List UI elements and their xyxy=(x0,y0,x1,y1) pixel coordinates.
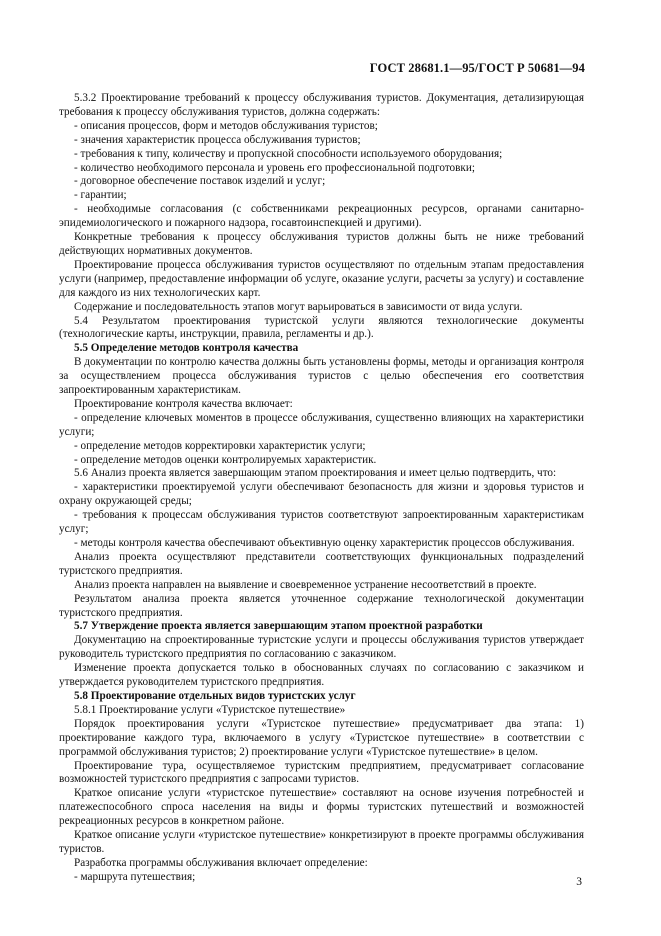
paragraph: Проектирование тура, осуществляемое туристским предприятием, предусматривает согласование возможностей туристского предприятия с запросами туристов. xyxy=(59,759,584,786)
list-item: - описания процессов, форм и методов обслуживания туристов; xyxy=(74,119,378,132)
section-heading: 5.8 Проектирование отдельных видов туристских услуг xyxy=(74,689,356,702)
paragraph: Порядок проектирования услуги «Туристское путешествие» предусматривает два этапа: 1) проектирование каждого тура, включаемого в услугу «Туристское путешествие» в соответствии с программой обслуживания туристов; 2) проектирование услуги «Туристское путешествие» в целом. xyxy=(59,717,584,758)
paragraph: 5.3.2 Проектирование требований к процессу обслуживания туристов. Документация, детализирующая требования к процессу обслуживания туристов, должна содержать: xyxy=(59,92,584,118)
paragraph: 5.4 Результатом проектирования туристской услуги являются технологические документы (технологические карты, инструкции, правила, регламенты и др.). xyxy=(59,314,584,341)
paragraph: Результатом анализа проекта является уточненное содержание технологической документации туристского предприятия. xyxy=(59,592,584,619)
paragraph: Анализ проекта направлен на выявление и своевременное устранение несоответствий в проекте. xyxy=(74,578,537,591)
paragraph: Разработка программы обслуживания включает определение: xyxy=(74,856,368,869)
standard-header: ГОСТ 28681.1—95/ГОСТ Р 50681—94 xyxy=(369,61,585,75)
list-item: - определение ключевых моментов в процессе обслуживания, существенно влияющих на характеристики услуги; xyxy=(59,411,584,438)
paragraph: Конкретные требования к процессу обслуживания туристов должны быть не ниже требований действующих нормативных документов. xyxy=(59,231,584,257)
list-item: - определение методов оценки контролируемых характеристик. xyxy=(74,453,377,466)
page-number: 3 xyxy=(576,876,582,888)
paragraph: 5.8.1 Проектирование услуги «Туристское путешествие» xyxy=(74,703,346,716)
paragraph: Содержание и последовательность этапов могут варьироваться в зависимости от вида услуги. xyxy=(74,300,523,313)
paragraph: Краткое описание услуги «туристское путешествие» составляют на основе изучения потребностей и платежеспособного спроса населения на виды и формы туристских путешествий и возможностей рекреационных ресурсов в конкретном районе. xyxy=(59,787,584,828)
paragraph: Изменение проекта допускается только в обоснованных случаях по согласованию с заказчиком и утверждается руководителем туристского предприятия. xyxy=(59,662,584,689)
list-item: - маршрута путешествия; xyxy=(74,870,196,883)
list-item: - требования к типу, количеству и пропускной способности используемого оборудования; xyxy=(74,147,503,160)
paragraph: Анализ проекта осуществляют представители соответствующих функциональных подразделений туристского предприятия. xyxy=(59,550,584,577)
paragraph: Проектирование процесса обслуживания туристов осуществляют по отдельным этапам предоставления услуги (например, предоставление информации об услуге, оказание услуги, расчеты за услугу) и составление для каждого из них технологических карт. xyxy=(59,258,584,299)
list-item: - количество необходимого персонала и уровень его профессиональной подготовки; xyxy=(74,161,475,174)
list-item: - требования к процессам обслуживания туристов соответствуют запроектированным характеристикам услуг; xyxy=(59,509,584,536)
section-heading: 5.7 Утверждение проекта является завершающим этапом проектной разработки xyxy=(74,620,483,633)
paragraph: Краткое описание услуги «туристское путешествие» конкретизируют в проекте программы обслуживания туристов. xyxy=(59,829,584,855)
list-item: - договорное обеспечение поставок изделий и услуг; xyxy=(74,175,326,188)
paragraph: Проектирование контроля качества включает: xyxy=(74,397,293,410)
list-item: - методы контроля качества обеспечивают объективную оценку характеристик процессов обслуживания. xyxy=(74,537,575,549)
list-item: - необходимые согласования (с собственниками рекреационных ресурсов, органами санитарно-эпидемиологического и пожарного надзора, госавтоинспекцией и другими). xyxy=(59,203,584,230)
paragraph: В документации по контролю качества должны быть установлены формы, методы и организация контроля за осуществлением процесса обслуживания туристов с целью обеспечения его соответствия запроектированным характеристикам. xyxy=(59,356,584,397)
section-heading: 5.5 Определение методов контроля качества xyxy=(74,342,299,355)
list-item: - гарантии; xyxy=(74,189,127,202)
list-item: - определение методов корректировки характеристик услуги; xyxy=(74,439,366,452)
paragraph: 5.6 Анализ проекта является завершающим этапом проектирования и имеет целью подтвердить, что: xyxy=(74,467,557,480)
paragraph: Документацию на спроектированные туристские услуги и процессы обслуживания туристов утверждает руководитель туристского предприятия по согласованию с заказчиком. xyxy=(59,634,584,661)
list-item: - значения характеристик процесса обслуживания туристов; xyxy=(74,133,361,146)
document-body xyxy=(59,92,584,885)
list-item: - характеристики проектируемой услуги обеспечивают безопасность для жизни и здоровья туристов и охрану окружающей среды; xyxy=(59,481,584,508)
